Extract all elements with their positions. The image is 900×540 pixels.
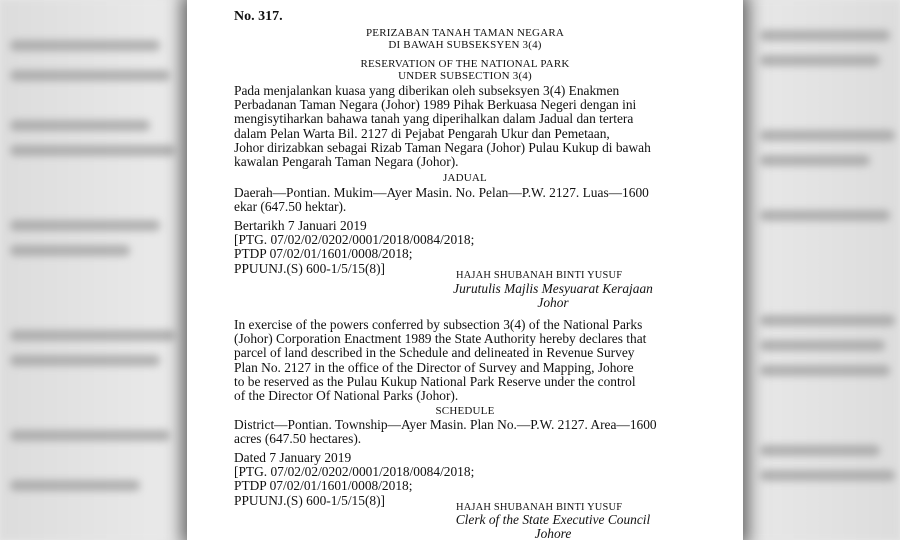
blurred-text-line (10, 480, 140, 491)
blurred-text-line (760, 445, 880, 456)
reference-line: PPUUNJ.(S) 600-1/5/15(8)] (234, 260, 386, 276)
paragraph-line: Perbadanan Taman Negara (Johor) 1989 Pihak Berkuasa Negeri dengan ini (234, 97, 637, 113)
blurred-text-line (10, 120, 150, 131)
blurred-text-line (760, 155, 870, 166)
blurred-text-line (760, 130, 895, 141)
reference-line: PPUUNJ.(S) 600-1/5/15(8)] (234, 492, 386, 508)
signatory-title-line: Jurutulis Majlis Mesyuarat Kerajaan (453, 281, 653, 296)
blurred-text-line (10, 355, 160, 366)
paragraph-line: Plan No. 2127 in the office of the Director of Survey and Mapping, Johore (234, 359, 634, 375)
background-left-blur (0, 0, 200, 540)
english-signatory-title (433, 513, 673, 540)
blurred-text-line (10, 70, 170, 81)
schedule-line: acres (647.50 hectares). (234, 431, 362, 447)
malay-date-reference (234, 219, 474, 276)
paragraph-line: (Johor) Corporation Enactment 1989 the State Authority hereby declares that (234, 331, 647, 347)
blurred-text-line (760, 55, 880, 66)
reference-line: PTDP 07/02/01/1601/0008/2018; (234, 478, 413, 494)
blurred-text-line (760, 315, 895, 326)
english-schedule-heading: SCHEDULE (435, 405, 495, 417)
paragraph-line: to be reserved as the Pulau Kukup National Park Reserve under the control (234, 373, 636, 389)
signatory-title-line: Johore (534, 526, 572, 540)
reference-line: [PTG. 07/02/02/0202/0001/2018/0084/2018; (234, 232, 475, 248)
schedule-line: District—Pontian. Township—Ayer Masin. Plan No.—P.W. 2127. Area—1600 (234, 417, 657, 432)
malay-heading: PERIZABAN TANAH TAMAN NEGARA (365, 27, 565, 39)
blurred-text-line (760, 340, 885, 351)
paragraph-line: In exercise of the powers conferred by subsection 3(4) of the National Parks (234, 317, 643, 332)
malay-schedule-heading: JADUAL (443, 172, 487, 184)
malay-signatory-title (433, 282, 673, 310)
blurred-text-line (760, 470, 895, 481)
schedule-line: ekar (647.50 hektar). (234, 199, 347, 215)
english-signatory-name: HAJAH SHUBANAH BINTI YUSUF (456, 502, 623, 513)
english-heading: RESERVATION OF THE NATIONAL PARK (360, 58, 570, 70)
blurred-text-line (760, 30, 890, 41)
english-schedule (234, 418, 657, 446)
date-line: Bertarikh 7 Januari 2019 (234, 218, 367, 233)
blurred-text-line (760, 210, 890, 221)
blurred-text-line (10, 245, 130, 256)
paragraph-line: Johor dirizabkan sebagai Rizab Taman Negara (Johor) Pulau Kukup di bawah (234, 139, 651, 155)
english-paragraph (234, 318, 646, 403)
paragraph-line: mengisytiharkan bahawa tanah yang diperihalkan dalam Jadual dan tertera (234, 111, 634, 127)
blurred-text-line (760, 365, 890, 376)
english-date-reference (234, 451, 474, 508)
paragraph-line: of the Director Of National Parks (Johor). (234, 388, 459, 404)
paragraph-line: Pada menjalankan kuasa yang diberikan oleh subseksyen 3(4) Enakmen (234, 83, 620, 98)
signatory-title-line: Clerk of the State Executive Council (455, 512, 651, 527)
malay-signatory-name: HAJAH SHUBANAH BINTI YUSUF (456, 270, 623, 281)
paragraph-line: kawalan Pengarah Taman Negara (Johor). (234, 154, 459, 170)
paragraph-line: dalam Pelan Warta Bil. 2127 di Pejabat Pengarah Ukur dan Pemetaan, (234, 125, 610, 141)
malay-paragraph (234, 84, 651, 169)
gazette-page (187, 0, 743, 540)
blurred-text-line (10, 220, 160, 231)
notice-number: No. 317. (234, 9, 283, 24)
blurred-text-line (10, 430, 170, 441)
paragraph-line: parcel of land described in the Schedule and delineated in Revenue Survey (234, 345, 635, 361)
blurred-text-line (10, 330, 175, 341)
reference-line: [PTG. 07/02/02/0202/0001/2018/0084/2018; (234, 464, 475, 480)
reference-line: PTDP 07/02/01/1601/0008/2018; (234, 246, 413, 262)
signatory-title-line: Johor (537, 295, 569, 310)
schedule-line: Daerah—Pontian. Mukim—Ayer Masin. No. Pelan—P.W. 2127. Luas—1600 (234, 185, 649, 200)
date-line: Dated 7 January 2019 (234, 450, 352, 465)
malay-subheading: DI BAWAH SUBSEKSYEN 3(4) (388, 39, 542, 51)
blurred-text-line (10, 40, 160, 51)
malay-schedule (234, 186, 649, 214)
english-subheading: UNDER SUBSECTION 3(4) (398, 70, 532, 82)
blurred-text-line (10, 145, 175, 156)
